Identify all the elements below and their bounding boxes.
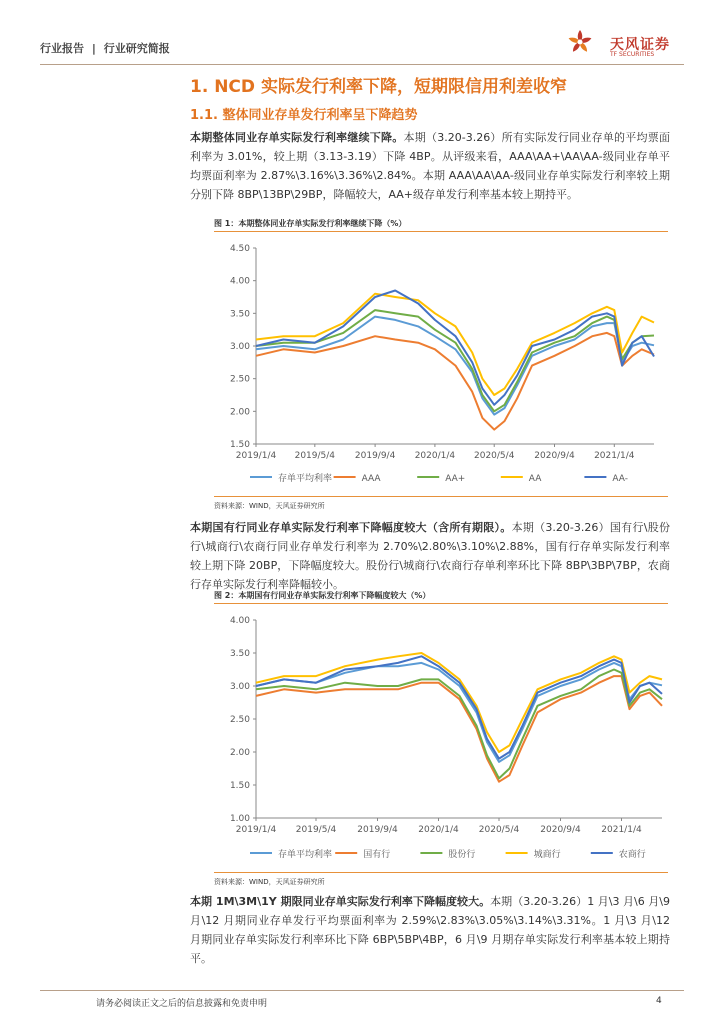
- y-tick-label: 2.50: [229, 715, 250, 725]
- y-tick-label: 1.00: [229, 814, 250, 824]
- x-tick-label: 2019/9/4: [357, 825, 398, 835]
- paragraph-3: [190, 892, 670, 968]
- figure-2-bottom-rule: [214, 872, 668, 873]
- y-tick-label: 4.50: [229, 244, 250, 254]
- x-tick-label: 2020/1/4: [418, 825, 459, 835]
- x-tick-label: 2019/5/4: [294, 451, 336, 461]
- subsection-heading: 1.1. 整体同业存单发行利率呈下降趋势: [190, 108, 418, 123]
- logo-subtitle: TF SECURITIES: [610, 51, 655, 58]
- figure-2-top-rule: [214, 603, 668, 604]
- figure-1-bottom-rule: [214, 496, 668, 497]
- legend-label: AA+: [445, 474, 466, 484]
- header-left: 行业报告: [40, 42, 84, 55]
- figure-2-chart: [214, 608, 668, 868]
- header-separator: |: [91, 42, 96, 55]
- section-heading: 1. NCD 实际发行利率下降，短期限信用利差收窄: [190, 77, 567, 97]
- y-tick-label: 3.50: [229, 649, 250, 659]
- series-line-2: [256, 676, 662, 782]
- footer-divider: [40, 990, 684, 991]
- y-tick-label: 2.00: [229, 748, 250, 758]
- y-tick-label: 2.50: [229, 374, 250, 385]
- x-tick-label: 2020/5/4: [474, 451, 515, 461]
- figure-1-source: 资料来源：WIND，天风证券研究所: [214, 502, 325, 510]
- figure-2-source: 资料来源：WIND，天风证券研究所: [214, 878, 325, 886]
- paragraph-2: [190, 518, 670, 594]
- series-line-2: [256, 333, 654, 430]
- paragraph-2-body: 本期（3.20-3.26）国有行\股份行\城商行\农商行同业存单发行利率为 2.70%\2.80%\3.10%\2.88%，国有行存单实际发行利率较上期下降 20BP，下降幅度较大。股份行\城商行\农商行存单利率环比下降 8BP\3BP\7BP，农商行存单实际发行利率降幅较小。: [190, 521, 670, 591]
- paragraph-1-lead: 本期整体同业存单实际发行利率继续下降。: [190, 131, 404, 144]
- report-header: [40, 40, 170, 56]
- series-line-5: [256, 656, 662, 758]
- header-divider: [40, 64, 684, 65]
- page-number: 4: [656, 996, 662, 1006]
- figure-2-title: 图 2：本期国有行同业存单实际发行利率下降幅度较大（%）: [214, 591, 431, 600]
- logo-name: 天风证券: [610, 37, 670, 53]
- x-tick-label: 2020/9/4: [540, 825, 581, 835]
- legend-label: 城商行: [533, 850, 561, 860]
- series-line-4: [256, 294, 654, 395]
- legend-label: AAA: [361, 474, 381, 484]
- y-tick-label: 4.00: [229, 616, 250, 626]
- paragraph-2-lead: 本期国有行同业存单实际发行利率下降幅度较大（含所有期限）。: [190, 521, 512, 534]
- x-tick-label: 2020/5/4: [478, 825, 520, 835]
- y-tick-label: 3.50: [229, 309, 250, 320]
- y-tick-label: 4.00: [229, 276, 250, 287]
- legend-label: 国有行: [363, 850, 391, 860]
- paragraph-1: [190, 128, 670, 204]
- x-tick-label: 2021/1/4: [594, 451, 635, 461]
- x-tick-label: 2020/1/4: [414, 451, 456, 461]
- legend-label: AA: [528, 474, 542, 484]
- x-tick-label: 2021/1/4: [601, 825, 642, 835]
- legend-label: 存单平均利率: [278, 850, 333, 860]
- x-tick-label: 2019/1/4: [235, 451, 277, 461]
- x-tick-label: 2020/9/4: [534, 451, 575, 461]
- x-tick-label: 2019/1/4: [235, 825, 277, 835]
- y-tick-label: 2.00: [229, 407, 250, 418]
- legend-label: 存单平均利率: [278, 474, 333, 484]
- legend-label: 农商行: [618, 850, 646, 860]
- figure-1-top-rule: [214, 231, 668, 232]
- paragraph-3-lead: 本期 1M\3M\1Y 期限同业存单实际发行利率下降幅度较大。: [190, 895, 491, 908]
- x-tick-label: 2019/9/4: [354, 451, 396, 461]
- legend-label: AA-: [612, 474, 629, 484]
- y-tick-label: 3.00: [229, 342, 250, 352]
- legend-label: 股份行: [448, 850, 476, 860]
- y-tick-label: 1.50: [229, 440, 250, 450]
- figure-1-title: 图 1：本期整体同业存单实际发行利率继续下降（%）: [214, 219, 407, 228]
- header-right: 行业研究简报: [103, 42, 170, 55]
- figure-1-chart: [214, 236, 668, 492]
- paragraph-3-body: 本期（3.20-3.26）1 月\3 月\6 月\9 月\12 月期同业存单发行平均票面利率为 2.59%\2.83%\3.05%\3.14%\3.31%。1 月\3 月\12 月期同业存单实际发行利率环比下降 6BP\5BP\4BP，6 月\9 月期存单实际发行利率基本较上期持平。: [190, 895, 670, 965]
- y-tick-label: 1.50: [229, 781, 250, 791]
- series-line-5: [256, 291, 654, 405]
- paragraph-1-body: 本期（3.20-3.26）所有实际发行同业存单的平均票面利率为 3.01%，较上期（3.13-3.19）下降 4BP。从评级来看，AAA\AA+\AA\AA-级同业存单平均票面利率为 2.87%\3.16%\3.36%\2.84%。本期 AAA\AA\AA-级同业存单实际发行利率较上期分别下降 8BP\13BP\29BP，降幅较大，AA+级存单发行利率基本较上期持平。: [190, 131, 671, 201]
- x-tick-label: 2019/5/4: [295, 825, 337, 835]
- footer-disclaimer: 请务必阅读正文之后的信息披露和免责申明: [96, 999, 268, 1009]
- y-tick-label: 3.00: [229, 682, 250, 692]
